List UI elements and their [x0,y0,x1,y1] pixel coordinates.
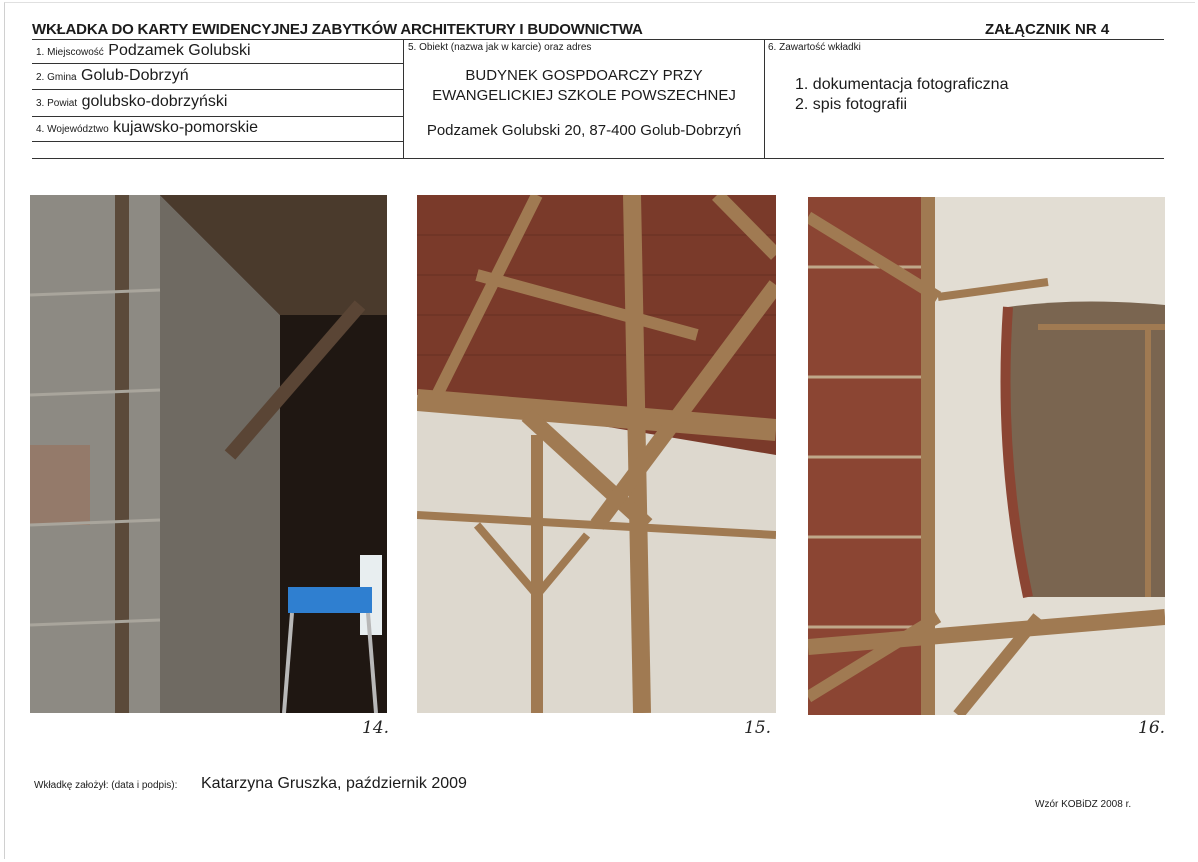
field-label: 3. Powiat [36,98,78,109]
footer-author-value: Katarzyna Gruszka, październik 2009 [201,775,467,792]
field-rule-2 [32,89,403,90]
field-rule-4 [32,141,403,142]
field-label: 1. Miejscowość [36,47,104,58]
photo-16 [808,197,1165,715]
header-rule-top [32,39,1164,40]
document-title: WKŁADKA DO KARTY EWIDENCYJNEJ ZABYTKÓW ARCHITEKTURY I BUDOWNICTWA [32,21,643,38]
field-value: Golub-Dobrzyń [81,67,189,84]
column-divider-1 [403,39,404,159]
field-commune [36,67,189,85]
column-divider-2 [764,39,765,159]
template-reference: Wzór KOBiDZ 2008 r. [1035,799,1132,810]
photo-16-image [808,197,1165,715]
field-voivodeship [36,119,258,137]
list-item: 2. spis fotografii [795,96,908,113]
photo-number: 16. [1138,718,1166,738]
object-name-line-2: EWANGELICKIEJ SZKOLE POWSZECHNEJ [432,87,736,104]
list-item: 1. dokumentacja fotograficzna [795,76,1009,93]
field-rule-1 [32,63,403,64]
object-label: 5. Obiekt (nazwa jak w karcie) oraz adres [408,42,592,53]
object-name-line-1: BUDYNEK GOSPDOARCZY PRZY [465,67,703,84]
photo-15-image [417,195,776,713]
contents-label: 6. Zawartość wkładki [768,42,861,53]
photo-number: 14. [362,718,390,738]
object-address: Podzamek Golubski 20, 87-400 Golub-Dobrzyń [426,122,742,139]
field-label: 4. Województwo [36,124,109,135]
field-label: 2. Gmina [36,72,77,83]
annex-label: ZAŁĄCZNIK NR 4 [985,21,1110,38]
field-value: golubsko-dobrzyński [81,93,228,110]
object-name [405,66,763,106]
photo-number: 15. [744,718,772,738]
footer-author-label: Wkładkę założył: (data i podpis): [34,780,178,791]
photo-14-image [30,195,387,713]
photo-14 [30,195,387,713]
contents-list [795,75,1008,115]
header-rule-bottom [32,158,1164,159]
field-rule-3 [32,116,403,117]
photo-15 [417,195,776,713]
field-value: Podzamek Golubski [108,42,251,59]
field-locality [36,42,251,60]
field-value: kujawsko-pomorskie [113,119,259,136]
field-district [36,93,227,111]
